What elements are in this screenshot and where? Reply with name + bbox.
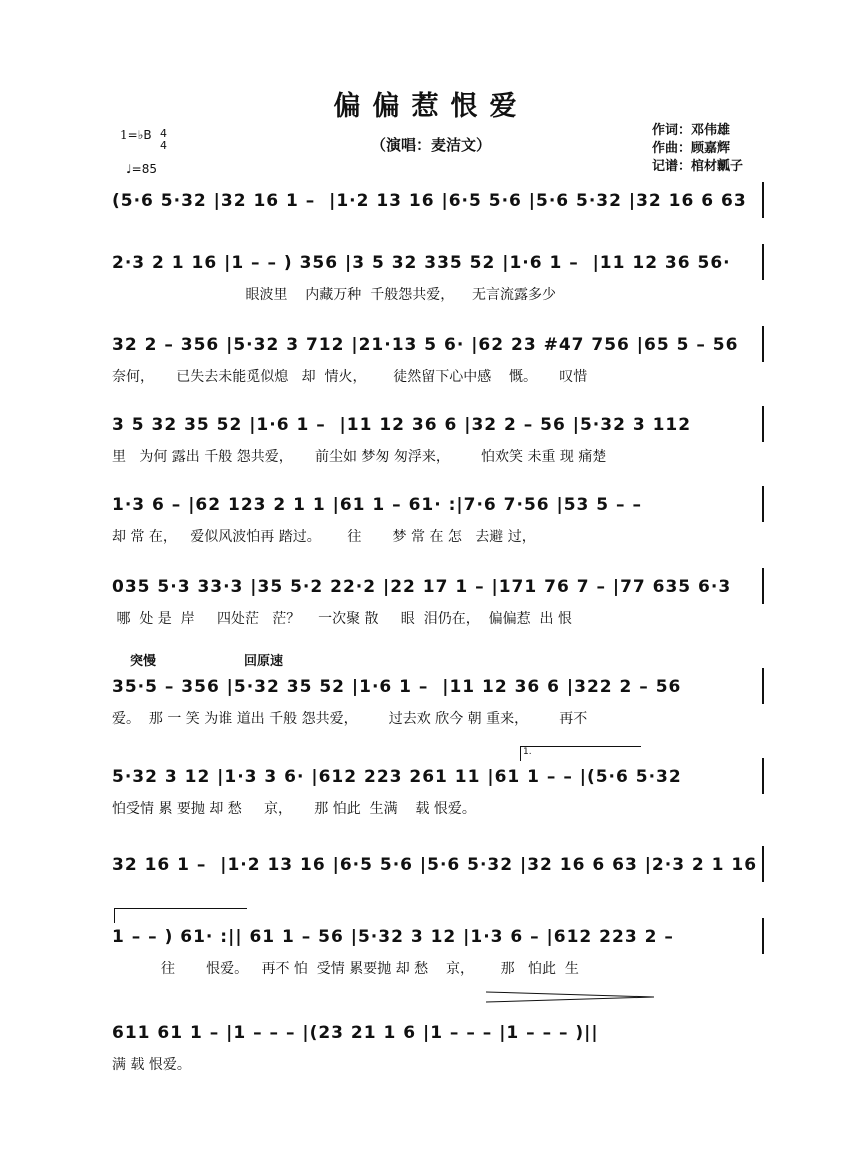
composer-credit: 作曲：顾嘉辉: [652, 141, 731, 156]
end-barline: [762, 758, 764, 794]
key-signature: [120, 127, 167, 176]
lyric-line: 满 载 恨爱。: [112, 1057, 191, 1073]
end-barline: [762, 568, 764, 604]
second-ending-bracket: [114, 908, 247, 923]
lyric-line: 怕受情 累 要抛 却 愁 京， 那 怕此 生满 载 恨爱。: [112, 801, 476, 817]
singer-credit: （演唱：麦洁文）: [370, 136, 491, 154]
lyric-line: 哪 处 是 岸 四处茫 茫？ 一次聚 散 眼 泪仍在， 偏偏惹 出 恨: [112, 611, 572, 627]
notation-line: 611 61 1 – |1 – – – |(23 21 1 6 |1 – – – |1 – – – )||: [112, 1023, 599, 1043]
transcriber-credit: 记谱：棺材瓤子: [652, 159, 744, 174]
song-title: 偏偏惹恨爱: [333, 91, 529, 122]
decrescendo-mark: [486, 990, 656, 1004]
key-note: B: [143, 128, 152, 142]
lyric-line: 里 为何 露出 千般 怨共爱， 前尘如 梦匆 匆浮来， 怕欢笑 未重 现 痛楚: [112, 449, 607, 465]
notation-line: 35·5 – 356 |5·32 35 52 |1·6 1 – |11 12 36 6 |322 2 – 56: [112, 677, 682, 697]
notation-line: 3 5 32 35 52 |1·6 1 – |11 12 36 6 |32 2 – 56 |5·32 3 112: [112, 415, 692, 435]
lyricist-credit: 作词：邓伟雄: [652, 123, 731, 138]
notation-line: 2·3 2 1 16 |1 – – ) 356 |3 5 32 335 52 |1·6 1 – |11 12 36 56·: [112, 253, 731, 273]
end-barline: [762, 244, 764, 280]
sudden-slow-mark: 突慢: [130, 654, 157, 669]
end-barline: [762, 918, 764, 954]
notation-line: 1 – – ) 61· :|| 61 1 – 56 |5·32 3 12 |1·3 6 – |612 223 2 –: [112, 927, 674, 947]
end-barline: [762, 406, 764, 442]
credits: [652, 122, 743, 176]
notation-line: 035 5·3 33·3 |35 5·2 22·2 |22 17 1 – |171 76 7 – |77 635 6·3: [112, 577, 732, 597]
tempo-mark: ♩=85: [126, 162, 157, 176]
key-label: 1=: [120, 128, 138, 142]
notation-line: 1·3 6 – |62 123 2 1 1 |61 1 – 61· :|7·6 7·56 |53 5 – –: [112, 495, 642, 515]
lyric-line: 眼波里 内藏万种 千般怨共爱， 无言流露多少: [112, 287, 557, 303]
end-barline: [762, 326, 764, 362]
end-barline: [762, 846, 764, 882]
flat-sign: ♭: [137, 128, 144, 142]
lyric-line: 却 常 在， 爱似风波怕再 踏过。 往 梦 常 在 怎 去避 过，: [112, 529, 536, 545]
end-barline: [762, 486, 764, 522]
notation-line: 32 16 1 – |1·2 13 16 |6·5 5·6 |5·6 5·32 |32 16 6 63 |2·3 2 1 16: [112, 855, 758, 875]
lyric-line: 爱。 那 一 笑 为谁 道出 千般 怨共爱， 过去欢 欣今 朝 重来， 再不: [112, 711, 588, 727]
first-ending-bracket: 1.: [520, 746, 641, 761]
lyric-line: 奈何， 已失去未能觅似熄 却 情火， 徒然留下心中感 慨。 叹惜: [112, 369, 588, 385]
meter-top: 4: [160, 127, 167, 140]
end-barline: [762, 182, 764, 218]
lyric-line: 往 恨爱。 再不 怕 受情 累要抛 却 愁 京， 那 怕此 生: [112, 961, 579, 977]
notation-line: (5·6 5·32 |32 16 1 – |1·2 13 16 |6·5 5·6 |5·6 5·32 |32 16 6 63: [112, 191, 747, 211]
time-signature: [160, 128, 167, 152]
notation-line: 32 2 – 356 |5·32 3 712 |21·13 5 6· |62 23 #47 756 |65 5 – 56: [112, 335, 739, 355]
meter-bottom: 4: [160, 139, 167, 152]
tempo-back-mark: 回原速: [244, 654, 284, 669]
end-barline: [762, 668, 764, 704]
notation-line: 5·32 3 12 |1·3 3 6· |612 223 261 11 |61 1 – – |(5·6 5·32: [112, 767, 682, 787]
